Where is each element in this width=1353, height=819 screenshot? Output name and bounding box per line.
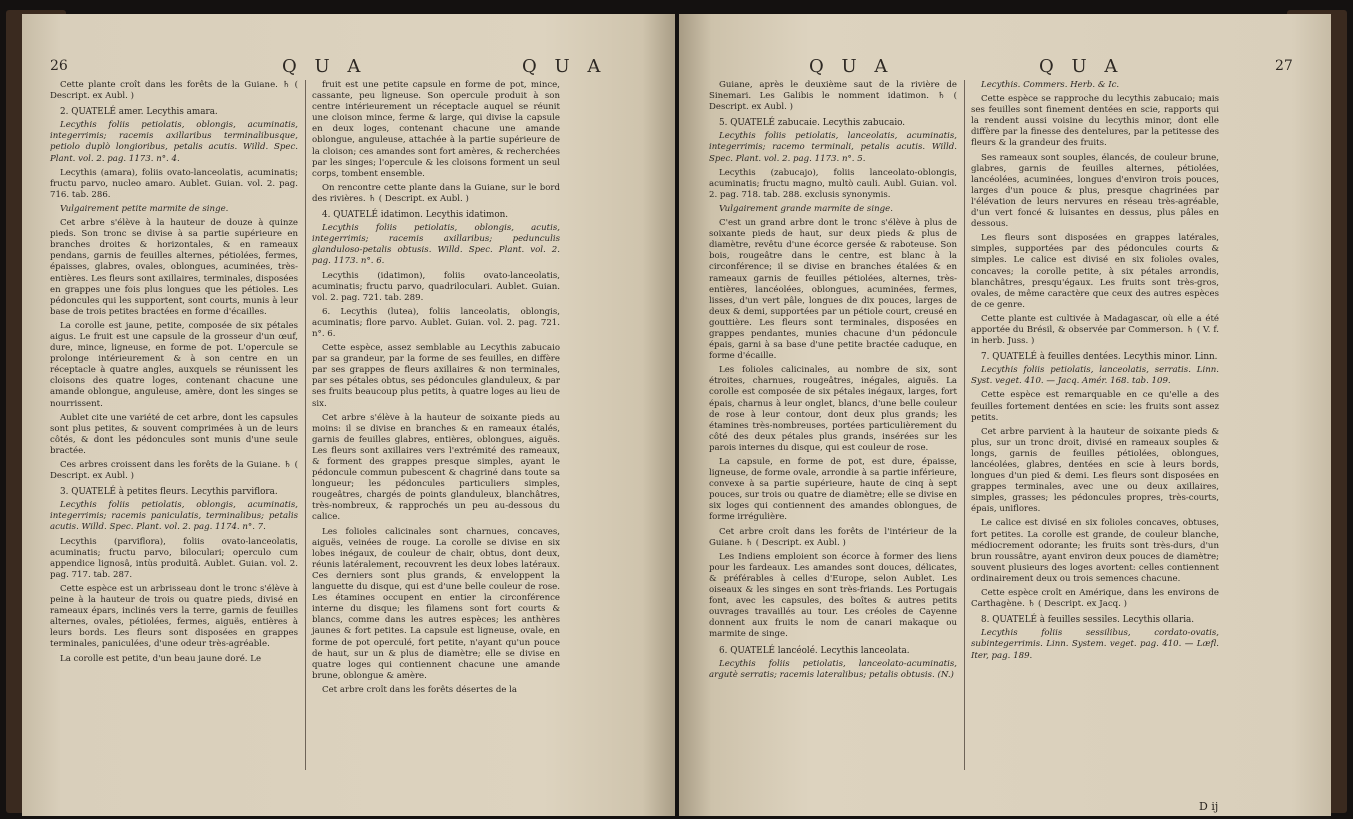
page-number-left: 26 [50, 58, 68, 74]
column-rule-right [964, 80, 965, 770]
paragraph: fruit est une petite capsule en forme de pot, mince, cassante, peu ligneuse. Son opercule produit à son centre intérieurement un réceptacle auquel se réunit une cloison mince, ferme & large, qui divise la capsule en deux loges, contenant chacune une amande oblongue, anguleuse, attachée à la partie supérieure de la cloison; ces amandes sont fort amères, & recherchées par les singes; l'opercule & les cloisons forment un seul corps, tombent ensemble. [312, 80, 560, 179]
paragraph: Cet arbre parvient à la hauteur de soixante pieds & plus, sur un tronc droit, divisé en rameaux souples & longs, garnis de feuilles pétiolées, oblongues, lancéolées, glabres, dentées en scie à leurs bords, longues d'un pied & demi. Les fleurs sont disposées en grappes terminales, avec une ou deux axillaires, simples, grasses; les pédoncules propres, très-courts, épais, uniflores. [971, 426, 1219, 515]
paragraph: La capsule, en forme de pot, est dure, épaisse, ligneuse, de forme ovale, arrondie à sa partie inférieure, convexe à sa partie supérieure, haute de cinq à sept pouces, sur trois ou quatre de diamètre; elle se divise en six loges qui contiennent des amandes oblongues, de forme irrégulière. [709, 457, 957, 523]
species-heading: 5. QUATELÉ zabucaie. Lecythis zabucaio. [719, 118, 906, 129]
paragraph: Cette espèce est remarquable en ce qu'elle a des feuilles fortement dentées en scie: les fruits sont assez petits. [971, 390, 1219, 423]
running-header-left-2: Q U A [522, 56, 607, 77]
right-page-column-1 [709, 80, 957, 684]
paragraph: Les Indiens emploient son écorce à former des liens pour les fardeaux. Les amandes sont douces, délicates, & préférables à celles d'Europe, selon Aublet. Les oiseaux & les singes en sont très-friands. Les Portugais font, avec les capsules, des boîtes & autres petits ouvrages travaillés au tour. Les créoles de Cayenne donnent aux fruits le nom de canari makaque ou marmite de singe. [709, 551, 957, 640]
right-page [679, 14, 1331, 816]
species-heading: 7. QUATELÉ à feuilles dentées. Lecythis minor. Linn. [981, 352, 1218, 363]
paragraph: Cet arbre croît dans les forêts de l'intérieur de la Guiane. ♄ ( Descript. ex Aubl. ) [709, 526, 957, 548]
paragraph: Le calice est divisé en six folioles concaves, obtuses, fort petites. La corolle est grande, de couleur blanche, médiocrement odorante; les fruits sont très-durs, d'un brun roussâtre, ayant environ deux pouces de diamètre; souvent plusieurs des loges avortent: celles contiennent ordinairement deux ou trois semences chacune. [971, 518, 1219, 584]
paragraph: Cette plante est cultivée à Madagascar, où elle a été apportée du Brésil, & observée par Commerson. ♄ ( V. f. in herb. Juss. ) [971, 313, 1219, 347]
paragraph: Cette espèce croît en Amérique, dans les environs de Carthagène. ♄ ( Descript. ex Jacq. ) [971, 588, 1219, 610]
left-page [22, 14, 675, 816]
paragraph: Lecythis foliis petiolatis, oblongis, acuminatis, integerrimis; racemis axillaribus terminalibusque, petiolo duplò longioribus, petalis acutis. Willd. Spec. Plant. vol. 2. pag. 1173. n°. 4. [50, 120, 298, 164]
running-header-right-2: Q U A [1039, 56, 1124, 77]
left-page-column-1 [50, 80, 298, 668]
paragraph: Lecythis foliis petiolatis, oblongis, acutis, integerrimis; racemis axillaribus; pedunculis glanduloso-petalis obtusis. Willd. Spec. Plant. vol. 2. pag. 1173. n°. 6. [312, 223, 560, 267]
paragraph: Les fleurs sont disposées en grappes latérales, simples, supportées par des pédoncules courts & simples. Le calice est divisé en six folioles ovales, concaves; la corolle petite, à six pétales arrondis, blanchâtres, presqu'égaux. Les fruits sont très-gros, ovales, de même caractère que ceux des autres espèces de ce genre. [971, 233, 1219, 310]
signature-mark: D ij [1199, 800, 1219, 813]
paragraph: Les folioles calicinales, au nombre de six, sont étroites, charnues, rougeâtres, inégales, aiguës. La corolle est composée de six pétales inégaux, larges, fort épais, charnus à leur onglet, blancs, d'une belle couleur de rose à leur contour, dont deux plus grands; les étamines très-nombreuses, portées particulièrement du côté des deux pétales plus grands, insérées sur les parois internes du disque, qui est couleur de rose. [709, 365, 957, 453]
paragraph: La corolle est petite, d'un beau jaune doré. Le [60, 653, 262, 664]
paragraph: Les folioles calicinales sont charnues, concaves, aiguës, veinées de rouge. La corolle se divise en six lobes inégaux, de couleur de chair, obtus, dont deux, réunis latéralement, recouvrent les deux lobes latéraux. Ces derniers sont plus grands, & enveloppent la languette du disque, qui est d'une belle couleur de rose. Les étamines occupent en entier la circonférence interne du disque; les filamens sont fort courts & blancs, comme dans les autres espèces; les anthères jaunes & fort petites. La capsule est ligneuse, ovale, en forme de pot operculé, fort petite, n'ayant qu'un pouce de haut, sur un & plus de diamètre; elle se divise en quatre loges qui contiennent chacune une amande brune, oblongue & amère. [312, 526, 560, 681]
paragraph: Lecythis foliis petiolatis, oblongis, acuminatis, integerrimis; racemis paniculatis, terminalibus; petalis acutis. Willd. Spec. Plant. vol. 2. pag. 1174. n°. 7. [50, 500, 298, 533]
paragraph: Aublet cite une variété de cet arbre, dont les capsules sont plus petites, & souvent comprimées à un de leurs côtés, & dont les pédoncules sont munis d'une seule bractée. [50, 412, 298, 456]
paragraph: Lecythis foliis sessilibus, cordato-ovatis, subintegerrimis. Linn. System. veget. pag. 410. — Læfl. Iter, pag. 189. [971, 628, 1219, 661]
paragraph: Cet arbre s'élève à la hauteur de soixante pieds au moins: il se divise en branches & en rameaux étalés, garnis de feuilles glabres, entières, oblongues, aiguës. Les fleurs sont axillaires vers l'extrémité des rameaux, & forment des grappes presque simples, ayant le pédoncule commun pubescent & chagriné dans toute sa longueur; les pédoncules particuliers simples, rougeâtres, chargés de points glanduleux, blanchâtres, très-nombreux, & rapprochés un peu au-dessous du calice. [312, 412, 560, 523]
paragraph: La corolle est jaune, petite, composée de six pétales aigus. Le fruit est une capsule de la grosseur d'un œuf, dure, mince, ligneuse, en forme de pot. L'opercule se prolonge intérieurement & à son centre en un réceptacle à quatre angles, auxquels se réunissent les cloisons des quatre loges, contenant chacune une amande oblongue, anguleuse, amère, dont les singes se nourrissent. [50, 320, 298, 409]
paragraph: On rencontre cette plante dans la Guiane, sur le bord des rivières. ♄ ( Descript. ex Aubl. ) [312, 182, 560, 204]
paragraph: Lecythis (amara), foliis ovato-lanceolatis, acuminatis; fructu parvo, nucleo amaro. Aublet. Guian. vol. 2. pag. 716. tab. 286. [50, 167, 298, 200]
paragraph: Lecythis. Commers. Herb. & Ic. [981, 80, 1120, 90]
paragraph: Cet arbre croît dans les forêts désertes de la [322, 684, 518, 695]
paragraph: Lecythis foliis petiolatis, lanceolato-acuminatis, argutè serratis; racemis lateralibus; petalis obtusis. (N.) [709, 658, 957, 680]
paragraph: Lecythis (idatimon), foliis ovato-lanceolatis, acuminatis; fructu parvo, quadriloculari. Aublet. Guian. vol. 2. pag. 721. tab. 289. [312, 270, 560, 303]
paragraph: Cet arbre s'élève à la hauteur de douze à quinze pieds. Son tronc se divise à sa partie supérieure en branches droites & horizontales, & en rameaux pendans, garnis de feuilles alternes, pétiolées, fermes, épaisses, glabres, ovales, oblongues, acuminées, très-entières. Les fleurs sont axillaires, terminales, disposées en grappes une fois plus longues que les pétioles. Les pédoncules qui les supportent, sont courts, munis à leur base de trois petites bractées en forme d'écailles. [50, 218, 298, 317]
paragraph: Lecythis (parviflora), foliis ovato-lanceolatis, acuminatis; fructu parvo, biloculari; operculo cum appendice lignosâ, intùs produitâ. Aublet. Guian. vol. 2. pag. 717. tab. 287. [50, 536, 298, 580]
paragraph: Vulgairement petite marmite de singe. [60, 203, 229, 214]
species-heading: 4. QUATELÉ idatimon. Lecythis idatimon. [322, 210, 509, 221]
species-heading: 6. QUATELÉ lancéolé. Lecythis lanceolata. [719, 645, 910, 656]
paragraph: Cette espèce se rapproche du lecythis zabucaio; mais ses feuilles sont finement dentées en scie, rapports qui la rendent aussi voisine du lecythis minor, dont elle diffère par la finesse des dentelures, par la petitesse des fleurs & la grandeur des fruits. [971, 94, 1219, 149]
paragraph: Guiane, après le deuxième saut de la rivière de Sinemari. Les Galibis le nomment idatimon. ♄ ( Descript. ex Aubl. ) [709, 80, 957, 113]
paragraph: Lecythis (zabucajo), foliis lanceolato-oblongis, acuminatis; fructu magno, multò cauli. Aubl. Guian. vol. 2. pag. 718. tab. 288. exclusis synonymis. [709, 167, 957, 200]
paragraph: C'est un grand arbre dont le tronc s'élève à plus de soixante pieds de haut, sur deux pieds & plus de diamètre, revêtu d'une écorce gersée & raboteuse. Son bois, rougeâtre dans le centre, est blanc à la circonférence; il se divise en branches étalées & en rameaux garnis de feuilles pétiolées, alternes, très-entières, lancéolées, oblongues, acuminées, fermes, lisses, d'un vert pâle, longues de dix pouces, larges de deux & demi, supportées par un pétiole court, creusé en gouttière. Les fleurs sont terminales, disposées en grappes pendantes, munies chacune d'un pédoncule épais, garni à sa base d'une petite bractée caduque, en forme d'écaille. [709, 218, 957, 362]
running-header-left: Q U A [282, 56, 367, 77]
paragraph: Ses rameaux sont souples, élancés, de couleur brune, glabres, garnis de feuilles alternes, pétiolées, lancéolées, acuminées, longues d'environ trois pouces, larges d'un pouce & plus, presque chagrinées par l'élévation de leurs nervures en réseau très-agréable, d'un vert foncé & luisantes en dessus, plus pâles en dessous. [971, 152, 1219, 230]
species-heading: 8. QUATELÉ à feuilles sessiles. Lecythis ollaria. [981, 615, 1195, 626]
running-header-right: Q U A [809, 56, 894, 77]
species-heading: 2. QUATELÉ amer. Lecythis amara. [60, 107, 218, 118]
paragraph: Ces arbres croissent dans les forêts de la Guiane. ♄ ( Descript. ex Aubl. ) [50, 460, 298, 482]
paragraph: Vulgairement grande marmite de singe. [719, 203, 893, 214]
page-number-right: 27 [1275, 58, 1293, 74]
paragraph: Lecythis foliis petiolatis, lanceolatis, serratis. Linn. Syst. veget. 410. — Jacq. Amér. 168. tab. 109. [971, 365, 1219, 387]
paragraph: 6. Lecythis (lutea), foliis lanceolatis, oblongis, acuminatis; flore parvo. Aublet. Guian. vol. 2. pag. 721. n°. 6. [312, 306, 560, 339]
paragraph: Lecythis foliis petiolatis, lanceolatis, acuminatis, integerrimis; racemo terminali, petalis acutis. Willd. Spec. Plant. vol. 2. pag. 1173. n°. 5. [709, 131, 957, 164]
species-heading: 3. QUATELÉ à petites fleurs. Lecythis parviflora. [60, 487, 278, 498]
paragraph: Cette espèce est un arbrisseau dont le tronc s'élève à peine à la hauteur de trois ou quatre pieds, divisé en rameaux épars, inclinés vers la terre, garnis de feuilles alternes, ovales, pétiolées, fermes, aiguës, entières à leurs bords. Les fleurs sont disposées en grappes terminales, paniculées, d'une odeur très-agréable. [50, 583, 298, 650]
paragraph: Cette espèce, assez semblable au Lecythis zabucaio par sa grandeur, par la forme de ses feuilles, en diffère par ses grappes de fleurs axillaires & non terminales, par ses pétales obtus, ses pédoncules glanduleux, & par ses fruits beaucoup plus petits, à quatre loges au lieu de six. [312, 343, 560, 409]
left-page-column-2 [312, 80, 560, 699]
paragraph: Cette plante croît dans les forêts de la Guiane. ♄ ( Descript. ex Aubl. ) [50, 80, 298, 102]
column-rule-left [305, 80, 306, 770]
right-page-column-2 [971, 80, 1219, 665]
